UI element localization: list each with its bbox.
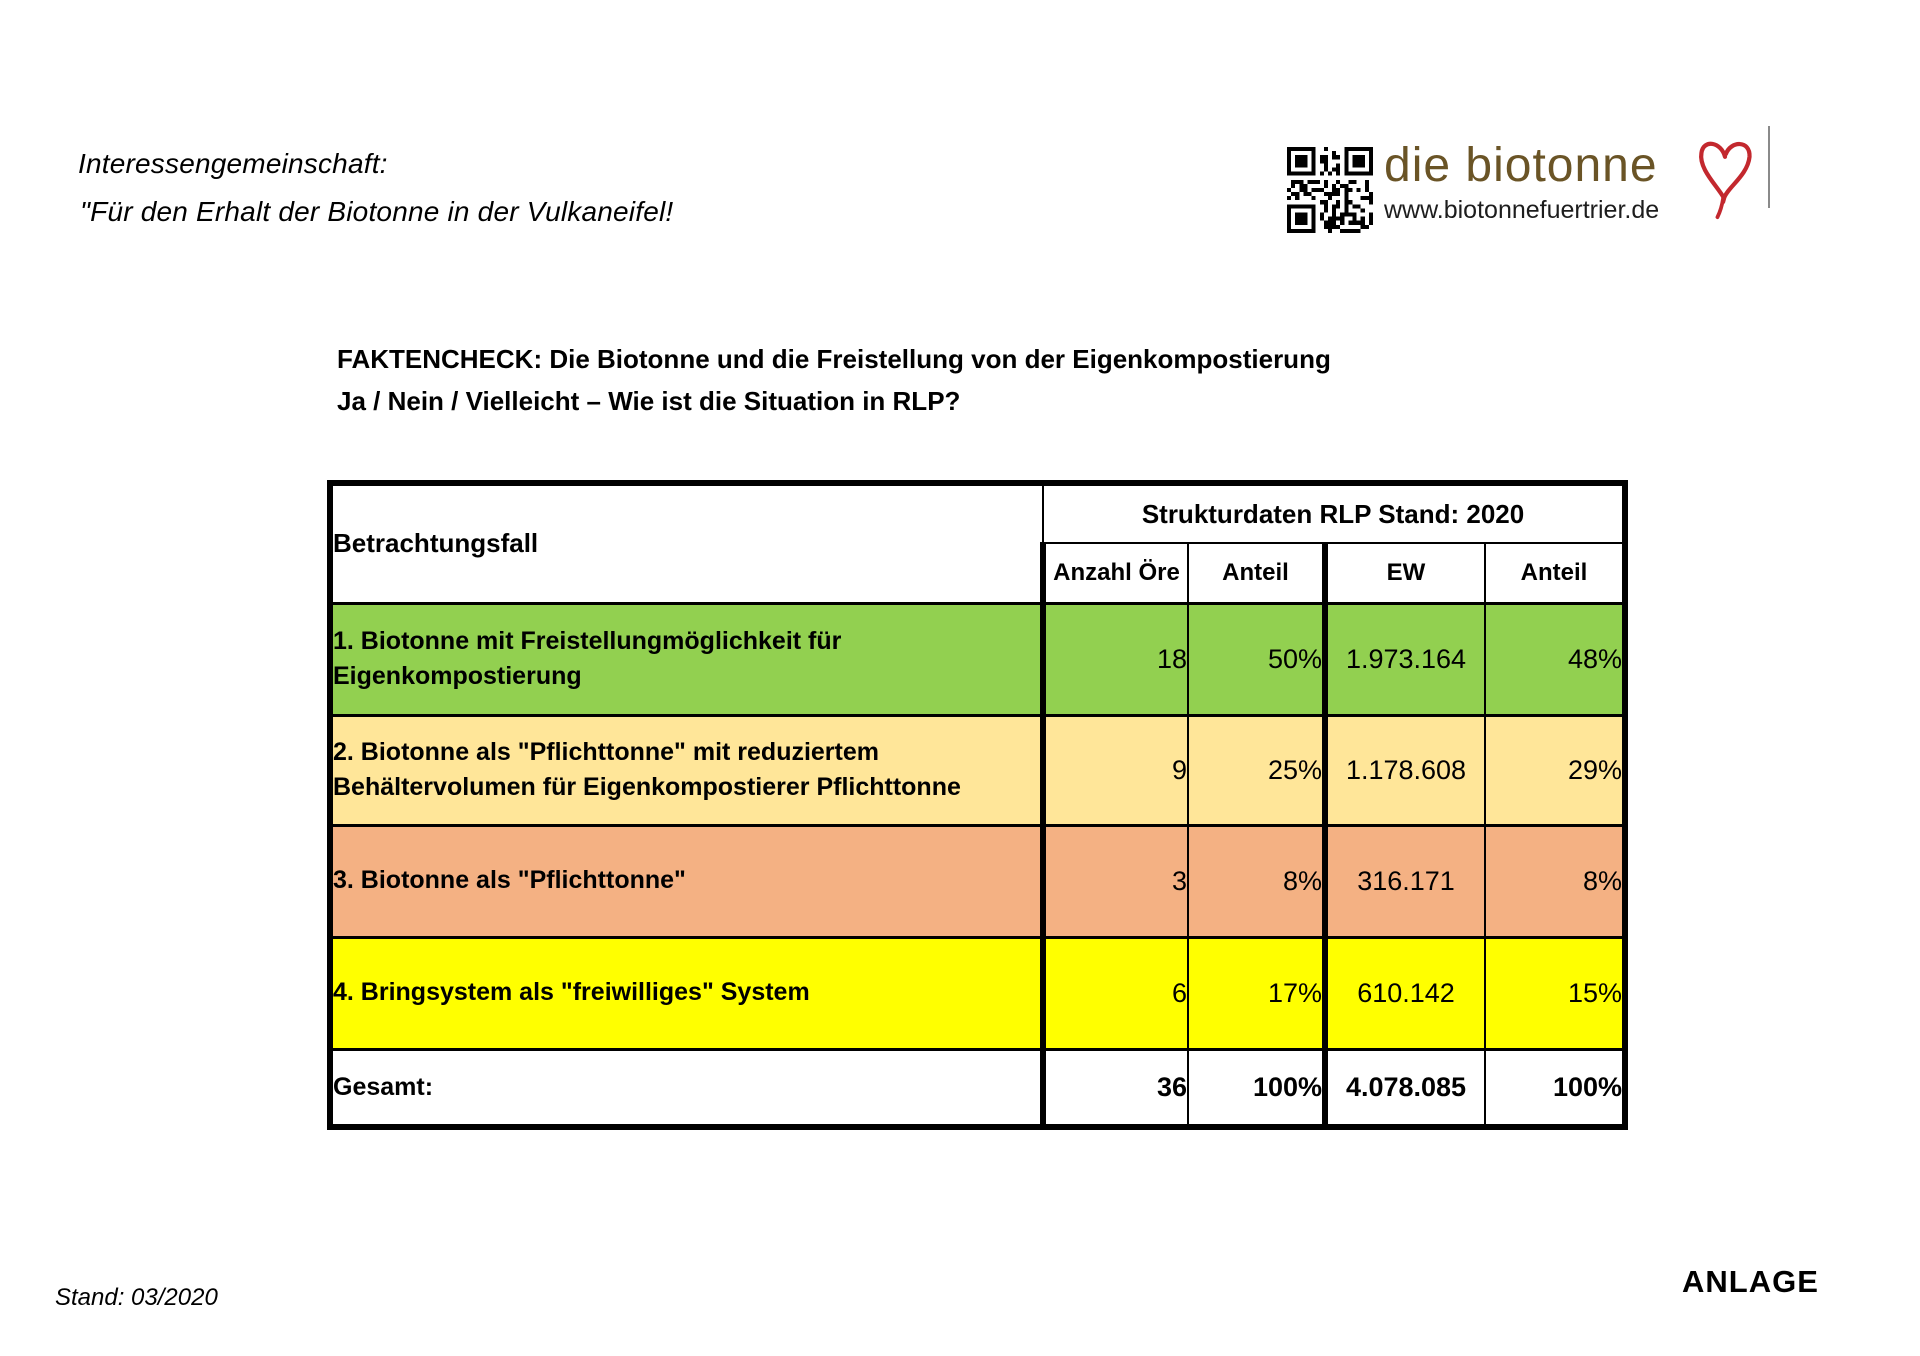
total-anzahl-oere: 36 <box>1043 1049 1188 1127</box>
cell-anteil-ew: 15% <box>1485 937 1625 1049</box>
total-anteil-ew: 100% <box>1485 1049 1625 1127</box>
row-label: 4. Bringsystem als "freiwilliges" System <box>330 937 1043 1049</box>
total-ew: 4.078.085 <box>1325 1049 1485 1127</box>
heart-icon <box>1692 132 1758 224</box>
corner-header: Betrachtungsfall <box>330 483 1043 603</box>
qr-code-icon <box>1287 147 1373 233</box>
org-slogan: "Für den Erhalt der Biotonne in der Vulkaneifel! <box>80 196 674 227</box>
strukturdaten-table <box>327 480 1628 1130</box>
table-row-2 <box>330 715 1625 825</box>
table-row-3 <box>330 825 1625 937</box>
row-label: 2. Biotonne als "Pflichttonne" mit reduziertem Behältervolumen für Eigenkompostierer Pflichttonne <box>330 715 1043 825</box>
stand-note: Stand: 03/2020 <box>55 1284 218 1311</box>
cell-anteil-ew: 29% <box>1485 715 1625 825</box>
row-label: 1. Biotonne mit Freistellungmöglichkeit für Eigenkompostierung <box>330 603 1043 715</box>
logo-wordmark: die biotonne <box>1384 139 1658 192</box>
cell-ew: 1.973.164 <box>1325 603 1485 715</box>
row-label: 3. Biotonne als "Pflichttonne" <box>330 825 1043 937</box>
cell-anzahl-oere: 3 <box>1043 825 1188 937</box>
cell-anteil-oere: 25% <box>1188 715 1325 825</box>
total-row <box>330 1049 1625 1127</box>
col-header-anteil-oere: Anteil <box>1188 543 1325 603</box>
cell-ew: 316.171 <box>1325 825 1485 937</box>
cell-anzahl-oere: 9 <box>1043 715 1188 825</box>
logo-divider <box>1768 126 1770 208</box>
cell-anteil-oere: 8% <box>1188 825 1325 937</box>
col-header-anteil-ew: Anteil <box>1485 543 1625 603</box>
cell-ew: 610.142 <box>1325 937 1485 1049</box>
total-anteil-oere: 100% <box>1188 1049 1325 1127</box>
col-header-ew: EW <box>1325 543 1485 603</box>
logo-url: www.biotonnefuertrier.de <box>1384 196 1660 224</box>
cell-anteil-oere: 17% <box>1188 937 1325 1049</box>
group-header: Strukturdaten RLP Stand: 2020 <box>1043 483 1625 543</box>
cell-anteil-ew: 8% <box>1485 825 1625 937</box>
page-title <box>337 338 1331 422</box>
title-line2: Ja / Nein / Vielleicht – Wie ist die Situation in RLP? <box>337 386 961 416</box>
cell-ew: 1.178.608 <box>1325 715 1485 825</box>
total-label: Gesamt: <box>330 1049 1043 1127</box>
title-line1: FAKTENCHECK: Die Biotonne und die Freistellung von der Eigenkompostierung <box>337 344 1331 374</box>
cell-anzahl-oere: 6 <box>1043 937 1188 1049</box>
table-row-4 <box>330 937 1625 1049</box>
table-row-1 <box>330 603 1625 715</box>
cell-anzahl-oere: 18 <box>1043 603 1188 715</box>
cell-anteil-ew: 48% <box>1485 603 1625 715</box>
anlage-label: ANLAGE <box>1682 1264 1819 1299</box>
org-name: Interessengemeinschaft: <box>78 148 388 179</box>
cell-anteil-oere: 50% <box>1188 603 1325 715</box>
col-header-anzahl-oere: Anzahl Öre <box>1043 543 1188 603</box>
